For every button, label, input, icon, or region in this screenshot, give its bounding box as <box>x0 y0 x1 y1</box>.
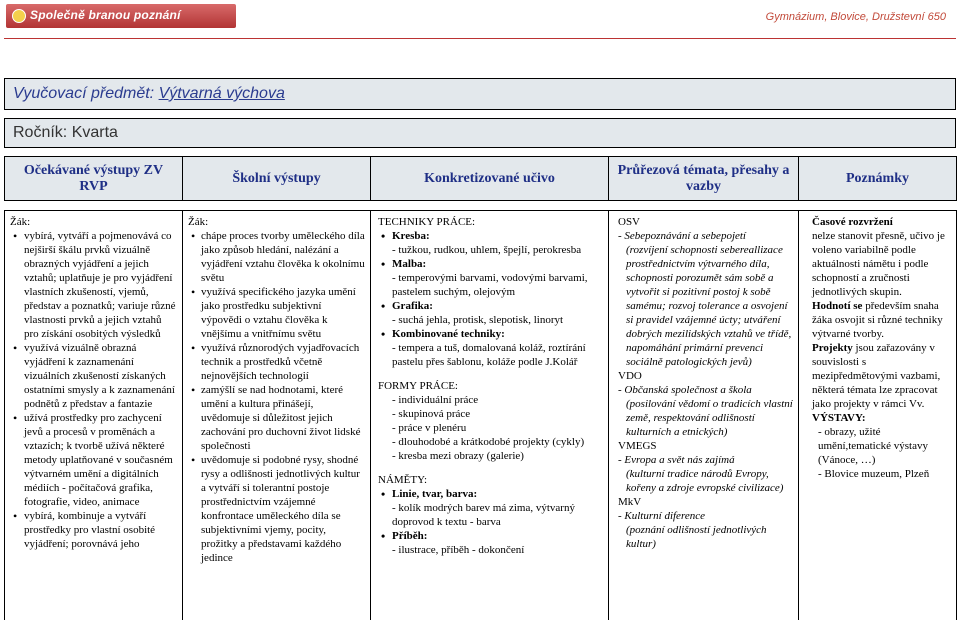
list-item: • uvědomuje si podobné rysy, shodné rysy a odlišnosti jednotlivých kultur a vytváří si tolerantní postoje prostřednictvím vzájemné konfrontace uměleckého díla se subjektivními vjemy, pocity, prožitky a představami každého jedince <box>188 453 365 565</box>
list-item: - kresba mezi obrazy (galerie) <box>392 450 524 462</box>
list-item: • využívá vizuálně obrazná vyjádření k zaznamenání vizuálních zkušeností získaných ostatními smysly a k zaznamenání podnětů z představ a fantazie <box>10 341 177 411</box>
subject-line <box>13 85 285 103</box>
technique-title: • Kombinované techniky: <box>378 327 603 341</box>
technique-title: • Grafika: <box>378 299 603 313</box>
student-intro: Žák: <box>10 216 31 228</box>
topic-note: (kulturní tradice národů Evropy, kořeny a zdroje evropské civilizace) <box>626 468 784 494</box>
topic-item: - Evropa a svět nás zajímá <box>618 454 735 466</box>
list-item: - suchá jehla, protisk, slepotisk, linoryt <box>392 314 564 326</box>
subject-value: Výtvarná výchova <box>158 85 285 102</box>
curriculum-cell <box>371 211 609 620</box>
subject-label: Vyučovací předmět: <box>13 85 159 102</box>
section-heading: TECHNIKY PRÁCE: <box>378 216 476 228</box>
list-item: - Blovice muzeum, Plzeň <box>818 468 930 480</box>
technique-title: • Kresba: <box>378 229 603 243</box>
topic-item: - Kulturní diference <box>618 510 705 522</box>
grade-box <box>4 118 956 148</box>
column-header: Konkretizované učivo <box>371 157 609 201</box>
subject-box <box>4 78 956 110</box>
list-item: - práce v plenéru <box>392 422 467 434</box>
theme-title: • Linie, tvar, barva: <box>378 487 603 501</box>
notes-heading: Časové rozvržení <box>812 216 893 228</box>
list-item: - individuální práce <box>392 394 479 406</box>
spacer-row <box>5 201 957 211</box>
logo-emblem-icon <box>12 9 26 23</box>
section-heading: FORMY PRÁCE: <box>378 380 458 392</box>
list-item: • vybírá, kombinuje a vytváří prostředky pro vlastní osobité vyjádření; porovnává jeho <box>10 509 177 551</box>
column-header: Poznámky <box>799 157 957 201</box>
list-item: - tempera a tuš, domalovaná koláž, roztírání pastelu přes šablonu, koláže podle J.Kolář <box>392 342 586 368</box>
list-item: - dlouhodobé a krátkodobé projekty (cykly) <box>392 436 585 448</box>
header-divider <box>4 38 956 39</box>
student-intro: Žák: <box>188 216 209 228</box>
list-item: • využívá specifického jazyka umění jako prostředku subjektivní výpovědi o vztahu člověka k vnějšímu a vnitřnímu světu <box>188 285 365 341</box>
school-outcomes-cell <box>183 211 371 620</box>
notes-keyword: Hodnotí se <box>812 300 863 312</box>
column-header: Školní výstupy <box>183 157 371 201</box>
list-item: - obrazy, užité umění,tematické výstavy (Vánoce, …) <box>818 426 928 466</box>
list-item: • užívá prostředky pro zachycení jevů a procesů v proměnách a vztazích; k tvorbě užívá některé metody uplatňované v současném výtvarném umění a digitálních médiích - počítačová grafika, fotografie, video, animace <box>10 411 177 509</box>
cross-topics-cell <box>609 211 799 620</box>
curriculum-table <box>4 156 957 620</box>
list-item: - ilustrace, příběh - dokončení <box>392 544 525 556</box>
technique-title: • Malba: <box>378 257 603 271</box>
column-header: Průřezová témata, přesahy a vazby <box>609 157 799 201</box>
topic-heading: VDO <box>618 370 642 382</box>
topic-item: - Občanská společnost a škola <box>618 384 752 396</box>
brand-title: Společně branou poznání <box>30 8 181 22</box>
exhibitions-heading: VÝSTAVY: <box>812 412 866 424</box>
topic-item: - Sebepoznávání a sebepojetí <box>618 230 746 242</box>
section-heading: NÁMĚTY: <box>378 474 428 486</box>
list-item: - tužkou, rudkou, uhlem, špejlí, perokresba <box>392 244 582 256</box>
list-item: • využívá různorodých vyjadřovacích technik a prostředků včetně nejnovějších technologií <box>188 341 365 383</box>
school-name: Gymnázium, Blovice, Družstevní 650 <box>765 11 946 23</box>
page-header <box>0 0 960 36</box>
topic-heading: OSV <box>618 216 641 228</box>
notes-text: jsou zařazovány v souvislosti s mezipředmětovými vazbami, některá témata lze zpracovat jako projekty v rámci Vv. <box>812 342 941 410</box>
topic-heading: VMEGS <box>618 440 657 452</box>
grade-line <box>13 124 118 142</box>
column-header: Očekávané výstupy ZV RVP <box>5 157 183 201</box>
list-item: • vybírá, vytváří a pojmenovává co nejširší škálu prvků vizuálně obrazných vyjádření a jejich vztahů; uplatňuje je pro vyjádření vlastních zkušeností, vjemů, představ a poznatků; variuje různé vlastnosti prvků a jejich vztahů pro získání osobitých výsledků <box>10 229 177 341</box>
topic-heading: MkV <box>618 496 642 508</box>
theme-title: • Příběh: <box>378 529 603 543</box>
notes-keyword: Projekty <box>812 342 853 354</box>
topic-note: (posilování vědomí o tradicích vlastní země, respektování odlišností kulturních a etnických) <box>626 398 793 438</box>
list-item: - temperovými barvami, vodovými barvami, pastelem suchým, olejovým <box>392 272 588 298</box>
topic-note: (rozvíjení schopnosti sebereallizace prostřednictvím výtvarného díla, schopnosti porozumět sám sobě a vytvořit si pozitivní postoj k sobě samému; rozvoj tolerance a osvojení si pravidel vzájemné úcty; utváření dobrých mezilidských vztahů ve třídě, napomáhání primární prevenci sociálně patologických jevů) <box>626 244 792 368</box>
grade-label: Ročník: <box>13 124 72 141</box>
list-item: • chápe proces tvorby uměleckého díla jako způsob hledání, nalézání a vyjádření vztahu člověka k okolnímu světu <box>188 229 365 285</box>
expected-outcomes-cell <box>5 211 183 620</box>
brand-logo <box>6 4 236 28</box>
table-header-row <box>5 157 957 201</box>
table-row <box>5 211 957 620</box>
grade-value: Kvarta <box>71 124 118 141</box>
list-item: • zamýšlí se nad hodnotami, které umění a kultura přinášejí, uvědomuje si důležitost jejich zachování pro duchovní život lidské společnosti <box>188 383 365 453</box>
topic-note: (poznání odlišností jednotlivých kultur) <box>626 524 767 550</box>
notes-text: nelze stanovit přesně, učivo je voleno variabilně podle aktuálnosti námětu i podle schopností a zručnosti jednotlivých skupin. <box>812 230 945 298</box>
list-item: - skupinová práce <box>392 408 471 420</box>
list-item: - kolík modrých barev má zima, výtvarný doprovod k textu - barva <box>392 502 575 528</box>
notes-cell <box>799 211 957 620</box>
notes-text: především snaha žáka osvojit si různé techniky výtvarné tvorby. <box>812 300 943 340</box>
